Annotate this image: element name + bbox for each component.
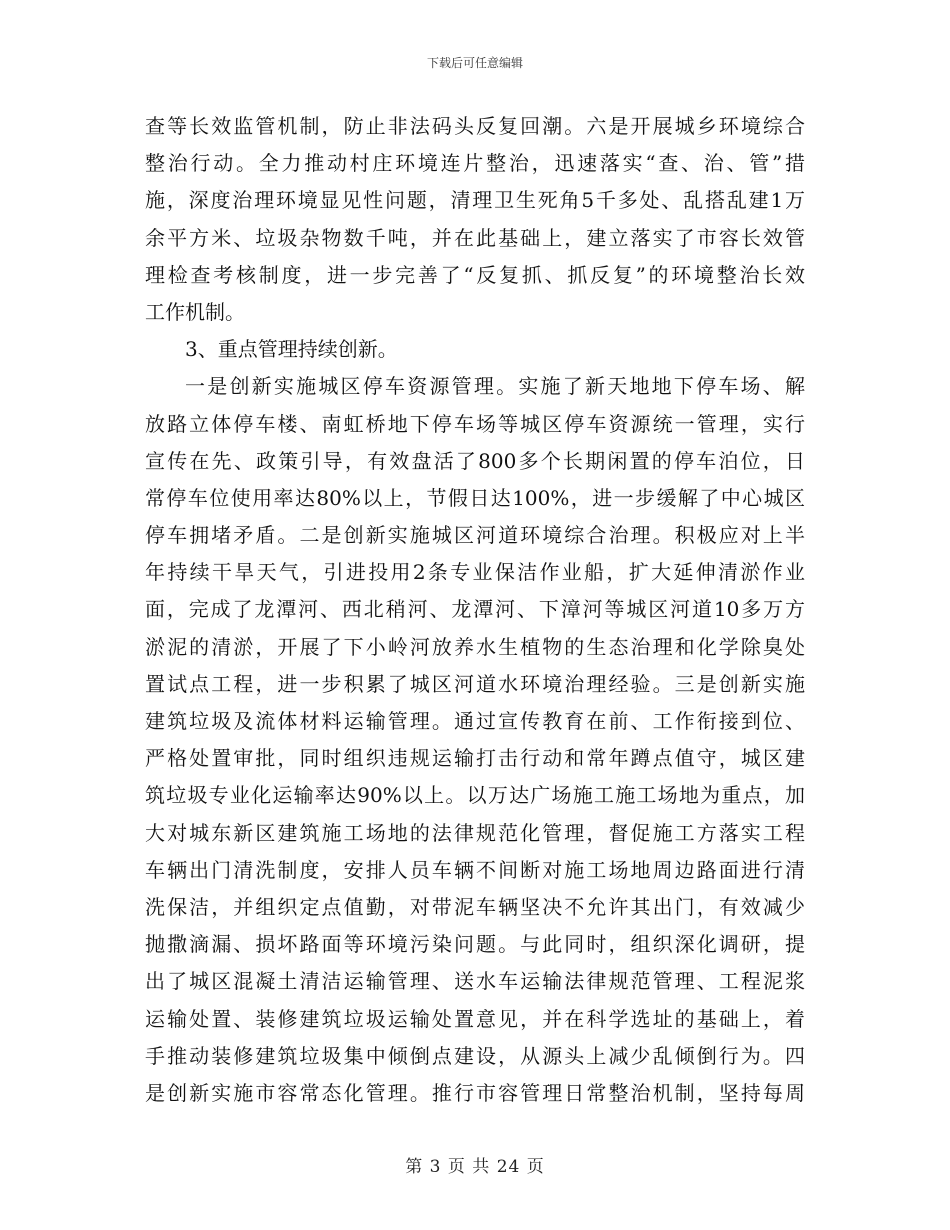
text-line: 面，完成了龙潭河、西北稍河、龙潭河、下漳河等城区河道10多万方	[145, 597, 805, 622]
text-line: 施，深度治理环境显见性问题，清理卫生死角5千多处、乱搭乱建1万	[145, 188, 805, 213]
text-line: 停车拥堵矛盾。二是创新实施城区河道环境综合治理。积极应对上半	[145, 523, 805, 548]
text-line: 工作机制。	[145, 299, 245, 324]
text-line: 车辆出门清洗制度，安排人员车辆不间断对施工场地周边路面进行清	[145, 857, 805, 882]
section-heading: 3、重点管理持续创新。	[185, 337, 398, 362]
text-line: 运输处置、装修建筑垃圾运输处置意见，并在科学选址的基础上，着	[145, 1006, 805, 1031]
text-line: 查等长效监管机制，防止非法码头反复回潮。六是开展城乡环境综合	[145, 114, 805, 138]
text-line: 整治行动。全力推动村庄环境连片整治，迅速落实“查、治、管”措	[145, 151, 805, 176]
text-line: 洗保洁，并组织定点值勤，对带泥车辆坚决不允许其出门，有效减少	[145, 894, 805, 919]
page-number-footer: 第 3 页 共 24 页	[405, 1157, 545, 1177]
text-line: 一是创新实施城区停车资源管理。实施了新天地地下停车场、解	[185, 374, 805, 399]
text-line: 严格处置审批，同时组织违规运输打击行动和常年蹲点值守，城区建	[145, 746, 805, 771]
page-header: 下载后可任意编辑	[426, 56, 523, 70]
text-line: 建筑垃圾及流体材料运输管理。通过宣传教育在前、工作衔接到位、	[145, 709, 805, 733]
text-line: 筑垃圾专业化运输率达90%以上。以万达广场施工施工场地为重点，加	[145, 783, 805, 808]
body-text	[145, 108, 805, 1112]
text-line: 理检查考核制度，进一步完善了“反复抓、抓反复”的环境整治长效	[145, 262, 805, 287]
text-line: 出了城区混凝土清洁运输管理、送水车运输法律规范管理、工程泥浆	[145, 969, 805, 994]
text-line: 余平方米、垃圾杂物数千吨，并在此基础上，建立落实了市容长效管	[145, 225, 805, 250]
text-line: 抛撒滴漏、损坏路面等环境污染问题。与此同时，组织深化调研，提	[145, 932, 805, 957]
text-line: 宣传在先、政策引导，有效盘活了800多个长期闲置的停车泊位，日	[145, 448, 805, 473]
text-line: 置试点工程，进一步积累了城区河道水环境治理经验。三是创新实施	[145, 671, 805, 696]
text-line: 淤泥的清淤，开展了下小岭河放养水生植物的生态治理和化学除臭处	[145, 634, 805, 659]
text-line: 大对城东新区建筑施工场地的法律规范化管理，督促施工方落实工程	[145, 820, 805, 845]
text-line: 常停车位使用率达80%以上，节假日达100%，进一步缓解了中心城区	[145, 485, 805, 510]
text-line: 放路立体停车楼、南虹桥地下停车场等城区停车资源统一管理，实行	[145, 411, 805, 436]
text-line: 年持续干旱天气，引进投用2条专业保洁作业船，扩大延伸清淤作业	[145, 560, 805, 585]
text-line: 手推动装修建筑垃圾集中倾倒点建设，从源头上减少乱倾倒行为。四	[145, 1043, 805, 1068]
text-line: 是创新实施市容常态化管理。推行市容管理日常整治机制，坚持每周	[145, 1080, 805, 1105]
